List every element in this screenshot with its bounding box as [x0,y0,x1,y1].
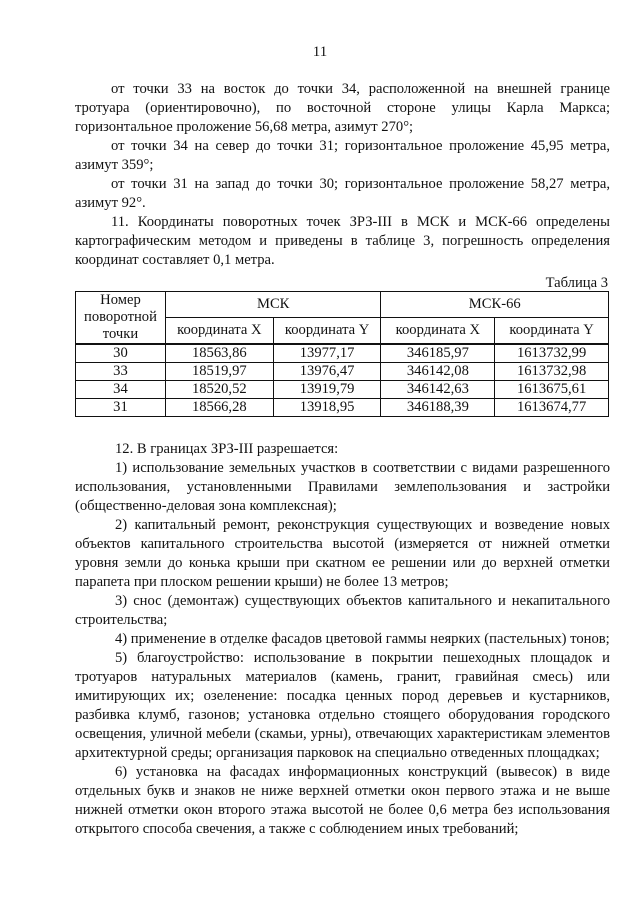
header-msk-x: координата X [165,317,273,344]
header-msk: МСК [165,292,381,318]
cell-msk66-y: 1613732,99 [495,344,609,363]
cell-point: 30 [76,344,166,363]
cell-point: 31 [76,399,166,417]
header-point-number: Номер поворотной точки [76,292,166,345]
cell-msk-x: 18520,52 [165,381,273,399]
cell-msk-x: 18519,97 [165,363,273,381]
section-12-heading: 12. В границах ЗРЗ-III разрешается: [115,441,339,457]
paragraph-point-33-34: от точки 33 на восток до точки 34, расположенной на внешней границе тротуара (ориентировочно), по восточной стороне улицы Карла Маркса; горизонтальное проложение 56,68 метра, азимут 270°; [75,81,610,135]
list-item-5: 5) благоустройство: использование в покрытии пешеходных площадок и тротуаров натуральных материалов (камень, гранит, гравийная смесь) или имитирующих их; озеленение: посадка ценных пород деревьев и кустарников, разбивка клумб, газонов; установка отдельно стоящего оборудования городского освещения, уличной мебели (скамьи, урны), отвечающих характеристикам элементов архитектурной среды; организация парковок на специально отведенных площадках; [75,650,610,761]
header-msk66: МСК-66 [381,292,609,318]
cell-msk-y: 13918,95 [273,399,381,417]
list-item-2: 2) капитальный ремонт, реконструкция существующих и возведение новых объектов капитального строительства высотой (измеряется от нижней отметки уровня земли до конька крыши при скатном ее решении или до верхней отметки парапета при плоском решении крыши) не более 13 метров; [75,517,610,590]
header-msk-y: координата Y [273,317,381,344]
list-item-4: 4) применение в отделке фасадов цветовой гаммы неярких (пастельных) тонов; [115,631,610,647]
list-item-1: 1) использование земельных участков в соответствии с видами разрешенного использования, установленными Правилами землепользования и застройки (общественно-деловая зона комплексная); [75,460,610,514]
cell-msk66-x: 346142,63 [381,381,495,399]
cell-msk66-x: 346188,39 [381,399,495,417]
cell-msk-y: 13977,17 [273,344,381,363]
page-number: 11 [312,44,328,60]
cell-msk-y: 13919,79 [273,381,381,399]
table-row [76,381,609,399]
section-12-block [75,440,610,839]
cell-msk66-x: 346185,97 [381,344,495,363]
table-row [76,363,609,381]
cell-msk66-y: 1613732,98 [495,363,609,381]
cell-msk66-x: 346142,08 [381,363,495,381]
cell-point: 34 [76,381,166,399]
table-row [76,344,609,363]
coordinates-table [75,291,609,417]
list-item-3: 3) снос (демонтаж) существующих объектов капитального и некапитального строительства; [75,593,610,628]
list-item-6: 6) установка на фасадах информационных конструкций (вывесок) в виде отдельных букв и знаков не ниже верхней отметки окон первого этажа и не выше нижней отметки окон второго этажа высотой не более 0,6 метра без использования открытого способа свечения, а также с соблюдением иных требований; [75,764,610,837]
cell-msk66-y: 1613674,77 [495,399,609,417]
cell-msk-y: 13976,47 [273,363,381,381]
header-msk66-x: координата X [381,317,495,344]
table-caption: Таблица 3 [545,275,608,291]
intro-block [75,80,610,270]
cell-msk-x: 18566,28 [165,399,273,417]
cell-point: 33 [76,363,166,381]
header-msk66-y: координата Y [495,317,609,344]
paragraph-item-11: 11. Координаты поворотных точек ЗРЗ-III в МСК и МСК-66 определены картографическим методом и приведены в таблице 3, погрешность определения координат составляет 0,1 метра. [75,214,610,268]
cell-msk66-y: 1613675,61 [495,381,609,399]
cell-msk-x: 18563,86 [165,344,273,363]
table-row [76,399,609,417]
paragraph-point-31-30: от точки 31 на запад до точки 30; горизонтальное проложение 58,27 метра, азимут 92°. [75,176,610,211]
paragraph-point-34-31: от точки 34 на север до точки 31; горизонтальное проложение 45,95 метра, азимут 359°; [75,138,610,173]
